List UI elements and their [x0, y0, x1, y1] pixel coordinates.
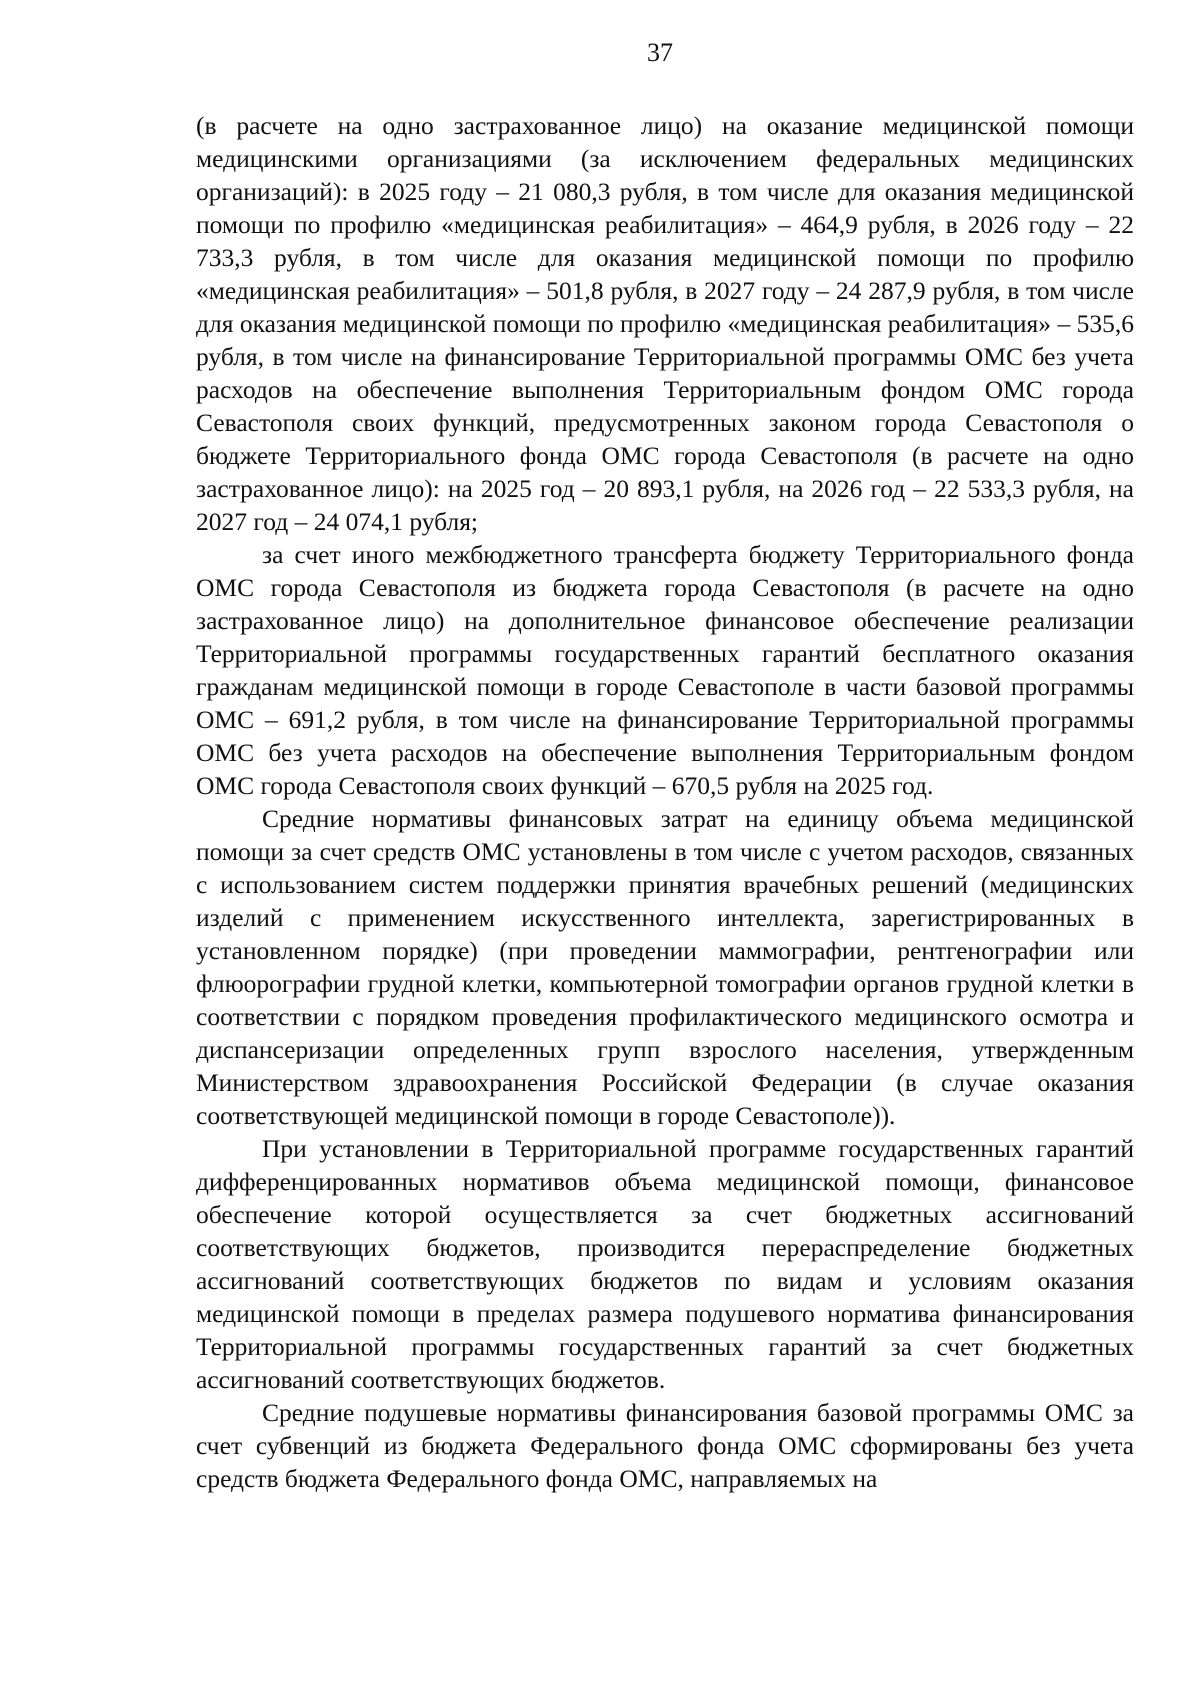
paragraph-per-capita-norms: Средние подушевые нормативы финансирования базовой программы ОМС за счет субвенций из бюджета Федерального фонда ОМС сформированы без учета средств бюджета Федерального фонда ОМС, направляемых на [196, 1398, 1134, 1493]
paragraph-average-cost-norms: Средние нормативы финансовых затрат на единицу объема медицинской помощи за счет средств ОМС установлены в том числе с учетом расходов, связанных с использованием систем поддержки принятия врачебных решений (медицинских изделий с применением искусственного интеллекта, зарегистрированных в установленном порядке) (при проведении маммографии, рентгенографии или флюорографии грудной клетки, компьютерной томографии органов грудной клетки в соответствии с порядком проведения профилактического медицинского осмотра и диспансеризации определенных групп взрослого населения, утвержденным Министерством здравоохранения Российской Федерации (в случае оказания соответствующей медицинской помощи в городе Севастополе)). [196, 804, 1134, 1130]
paragraph-interbudget-transfer: за счет иного межбюджетного трансферта бюджету Территориального фонда ОМС города Севастополя из бюджета города Севастополя (в расчете на одно застрахованное лицо) на дополнительное финансовое обеспечение реализации Территориальной программы государственных гарантий бесплатного оказания гражданам медицинской помощи в городе Севастополе в части базовой программы ОМС – 691,2 рубля, в том числе на финансирование Территориальной программы ОМС без учета расходов на обеспечение выполнения Территориальным фондом ОМС города Севастополя своих функций – 670,5 рубля на 2025 год. [196, 540, 1134, 800]
paragraph-differentiated-norms: При установлении в Территориальной программе государственных гарантий дифференцированных нормативов объема медицинской помощи, финансовое обеспечение которой осуществляется за счет бюджетных ассигнований соответствующих бюджетов, производится перераспределение бюджетных ассигнований соответствующих бюджетов по видам и условиям оказания медицинской помощи в пределах размера подушевого норматива финансирования Территориальной программы государственных гарантий за счет бюджетных ассигнований соответствующих бюджетов. [196, 1134, 1134, 1394]
document-body [196, 109, 1134, 1495]
paragraph-continuation: (в расчете на одно застрахованное лицо) на оказание медицинской помощи медицинскими организациями (за исключением федеральных медицинских организаций): в 2025 году – 21 080,3 рубля, в том числе для оказания медицинской помощи по профилю «медицинская реабилитация» – 464,9 рубля, в 2026 году – 22 733,3 рубля, в том числе для оказания медицинской помощи по профилю «медицинская реабилитация» – 501,8 рубля, в 2027 году – 24 287,9 рубля, в том числе для оказания медицинской помощи по профилю «медицинская реабилитация» – 535,6 рубля, в том числе на финансирование Территориальной программы ОМС без учета расходов на обеспечение выполнения Территориальным фондом ОМС города Севастополя своих функций, предусмотренных законом города Севастополя о бюджете Территориального фонда ОМС города Севастополя (в расчете на одно застрахованное лицо): на 2025 год – 20 893,1 рубля, на 2026 год – 22 533,3 рубля, на 2027 год – 24 074,1 рубля; [196, 111, 1134, 536]
page-number: 37 [647, 38, 673, 67]
